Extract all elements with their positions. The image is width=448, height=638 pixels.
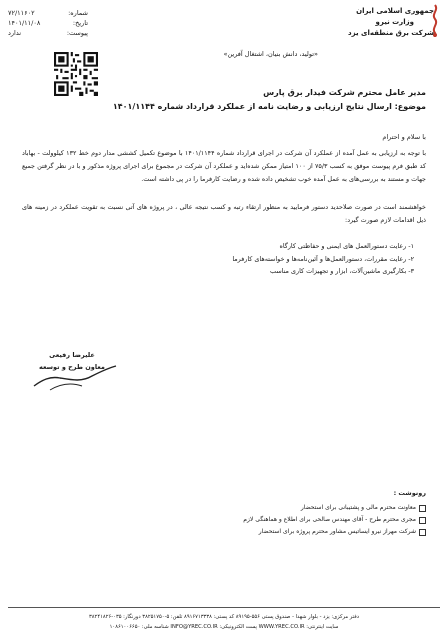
letter-meta [8,8,88,38]
subject-line: موضوع: ارسال نتایج ارزیابی و رضایت نامه از عملکرد قرارداد شماره ۱۴۰۱/۱۱۴۴ [112,102,426,111]
footer [8,607,440,632]
date-value: ۱۴۰۱/۱۱/۰۸ [8,19,41,27]
cc-list [126,502,426,538]
date-label: تاریخ: [72,19,88,27]
list-item: ۳- بکارگیری ماشین‌آلات، ابزار و تجهیزات کاری مناسب [270,267,414,275]
signer-name: علیرضا رفیعی [49,351,95,359]
number-label: شماره: [68,9,88,17]
list-item: ۲- رعایت مقررات، دستورالعمل‌ها و آئین‌نامه‌ها و خواسته‌های کارفرما [232,254,414,263]
footer-contact: سایت اینترنتی: WWW.YREC.CO.IR پست الکترونیکی: INFO@YREC.CO.IR شناسه ملی: ۱۰۸۶۱۰۰۶۶۵۰ [109,624,339,630]
improvement-list [46,240,426,278]
body-paragraph-1: با توجه به ارزیابی به عمل آمده از عملکرد آن شرکت در اجرای قرارداد شماره ۱۴۰۱/۱۱۴۴ با موضوع تکمیل کششی مدار دوم خط ۱۳۲ کیلوولت - بهاباد کد طبق فرم پیوست موفق به کسب ۷۵/۳ از ۱۰۰ امتیاز ممکن شده‌اید و عملکرد آن شرکت در مجموع برای اجرای پروژه مذکور و با در نظر گرفتن جمیع جهات و مستند به بررسی‌های به عمل آمده خوب تشخیص داده شده و رضایت کارفرما را در پی داشته است. [22,149,426,183]
org-line-2: وزارت نیرو [375,18,414,26]
footer-address: دفتر مرکزی: یزد - بلوار شهدا - صندوق پستی ۵۵۶-۸۹۱۹۵ کد پستی: ۸۹۱۶۷۱۳۳۳۸ تلفن: ۵-۳۸۲۵۱۷۵۰ دورنگار: ۰۳۵-۳۸۲۴۱۸۲۶ [88,614,360,620]
greeting: با سلام و احترام [382,133,426,141]
number-value: ۷۲/۱۱۶۰۲ [8,9,35,17]
org-line-1: جمهوری اسلامی ایران [356,7,434,15]
org-line-3: شرکت برق منطقه‌ای یزد [348,29,434,37]
attachment-value: ندارد [8,29,22,37]
cc-title: رونوشت : [393,489,426,497]
organization-header [284,6,434,39]
cc-item: شرکت مهراز نیرو ایساتیس مشاور محترم پروژه برای استحضار [126,526,426,538]
signer-title: معاون طرح و توسعه [39,363,105,371]
body-paragraph-2: خواهشمند است در صورت صلاحدید دستور فرمایید به منظور ارتقاء رتبه و کسب نتیجه عالی ، در پروژه های آتی نسبت به تقویت عملکرد در زمینه های ذیل اقدامات لازم صورت گیرد: [22,203,426,224]
addressee: مدیر عامل محترم شرکت فیدار برق پارس [263,88,426,97]
cc-item: معاونت محترم مالی و پشتیبانی برای استحضار [126,502,426,514]
attachment-label: پیوست: [66,29,88,37]
cc-item: مجری محترم طرح - آقای مهندس صالحی برای اطلاع و هماهنگی لازم [126,514,426,526]
slogan: «تولید، دانش بنیان، اشتغال آفرین» [223,50,318,58]
list-item: ۱- رعایت دستورالعمل های ایمنی و حفاظتی کارگاه [279,242,414,250]
qr-code-icon [54,52,98,96]
